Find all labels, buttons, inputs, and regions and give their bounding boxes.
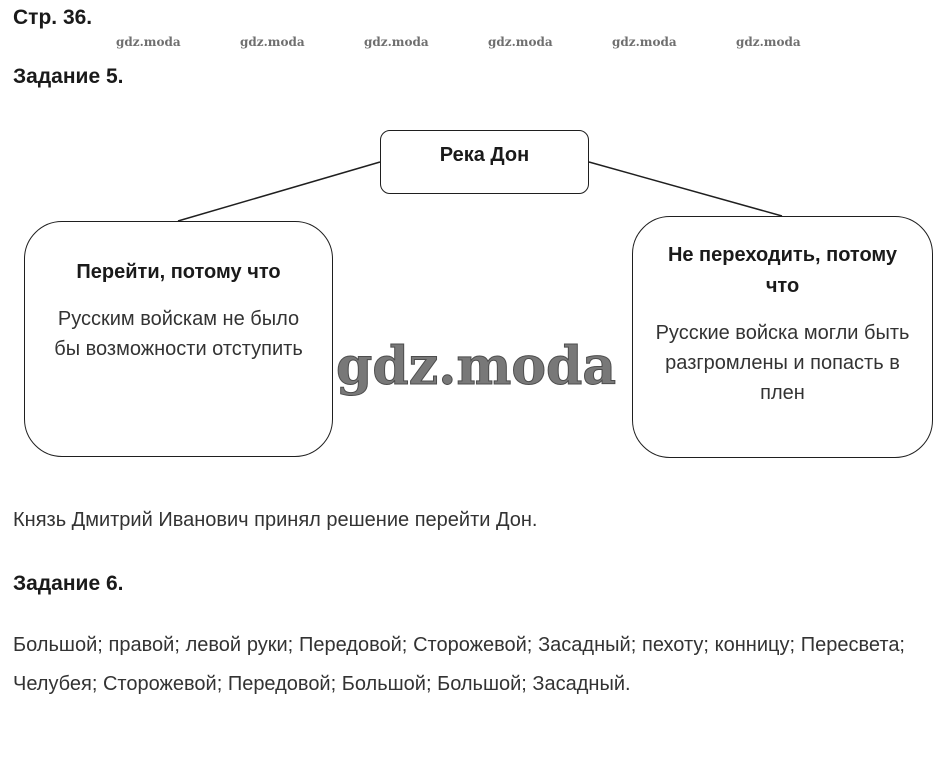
watermark-small: gdz.moda <box>736 35 801 49</box>
watermark-small: gdz.moda <box>116 35 181 49</box>
connector-line-right <box>589 162 782 216</box>
diagram-left-box <box>24 221 333 457</box>
task-5-conclusion: Князь Дмитрий Иванович принял решение перейти Дон. <box>13 509 538 531</box>
task-6-heading: Задание 6. <box>13 572 124 595</box>
watermark-large: gdz.moda <box>336 336 617 397</box>
watermark-small: gdz.moda <box>612 35 677 49</box>
diagram-right-body: Русские войска могли быть разгромлены и попасть в плен <box>655 322 910 404</box>
diagram-left-body: Русским войскам не было бы возможности отступить <box>54 308 303 360</box>
diagram-right-box <box>632 216 933 458</box>
task-5-heading: Задание 5. <box>13 65 124 88</box>
page-number: Стр. 36. <box>13 6 93 29</box>
watermark-small: gdz.moda <box>488 35 553 49</box>
connector-line-left <box>178 162 380 221</box>
watermark-small: gdz.moda <box>364 35 429 49</box>
diagram-left-heading: Перейти, потому что <box>76 261 281 283</box>
diagram-center-box <box>380 130 589 194</box>
watermark-small: gdz.moda <box>240 35 305 49</box>
diagram-right-heading: Не переходить, потому что <box>667 244 898 297</box>
task-6-answer: Большой; правой; левой руки; Передовой; Сторожевой; Засадный; пехоту; конницу; Пересвета; Челубея; Сторожевой; Передовой; Большой; Большой; Засадный. <box>13 634 905 695</box>
diagram-center-label: Река Дон <box>439 144 530 166</box>
